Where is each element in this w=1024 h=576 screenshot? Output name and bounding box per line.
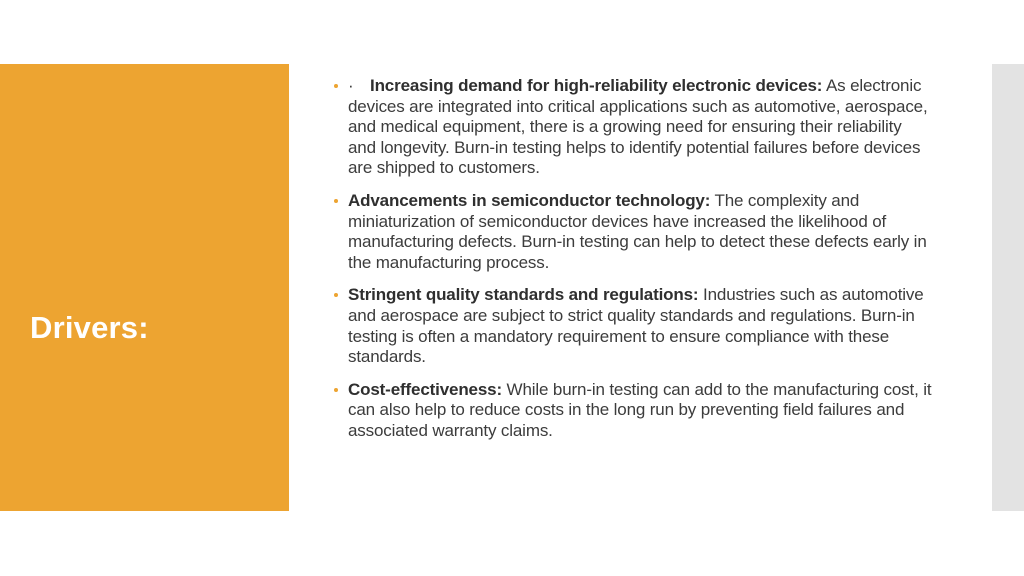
bullet-text: While burn-in testing can add to the manufacturing cost, it can also help to reduce costs in the long run by preventing field failures and associated warranty claims. <box>348 379 932 440</box>
sub-bullet-icon: · <box>348 76 354 95</box>
bullet-icon <box>334 293 338 297</box>
bullet-item <box>332 285 932 367</box>
title-panel <box>0 64 289 511</box>
bullet-text: Industries such as automotive and aerospace are subject to strict quality standards and regulations. Burn-in testing is often a mandatory requirement to ensure compliance with these standards. <box>348 285 924 367</box>
bullet-item <box>332 380 932 442</box>
bullet-heading: Advancements in semiconductor technology: <box>348 190 711 210</box>
bullet-icon <box>334 84 338 88</box>
bullet-heading: Cost-effectiveness: <box>348 379 502 399</box>
bullet-text: The complexity and miniaturization of semiconductor devices have increased the likelihood of manufacturing defects. Burn-in testing can help to detect these defects early in the manufacturing process. <box>348 190 927 272</box>
right-decorative-strip <box>992 64 1024 511</box>
bullet-heading: Stringent quality standards and regulations: <box>348 285 699 305</box>
bullet-icon <box>334 199 338 203</box>
slide-title: Drivers: <box>30 310 149 345</box>
bullet-text: As electronic devices are integrated into critical applications such as automotive, aerospace, and medical equipment, there is a growing need for ensuring their reliability and longevity. Burn-in testing helps to identify potential failures before devices are shipped to customers. <box>348 76 928 178</box>
bullet-heading: Increasing demand for high-reliability electronic devices: <box>370 76 823 95</box>
bullet-icon <box>334 388 338 392</box>
bullet-list <box>332 76 932 454</box>
bullet-item <box>332 76 932 179</box>
bullet-item <box>332 191 932 273</box>
